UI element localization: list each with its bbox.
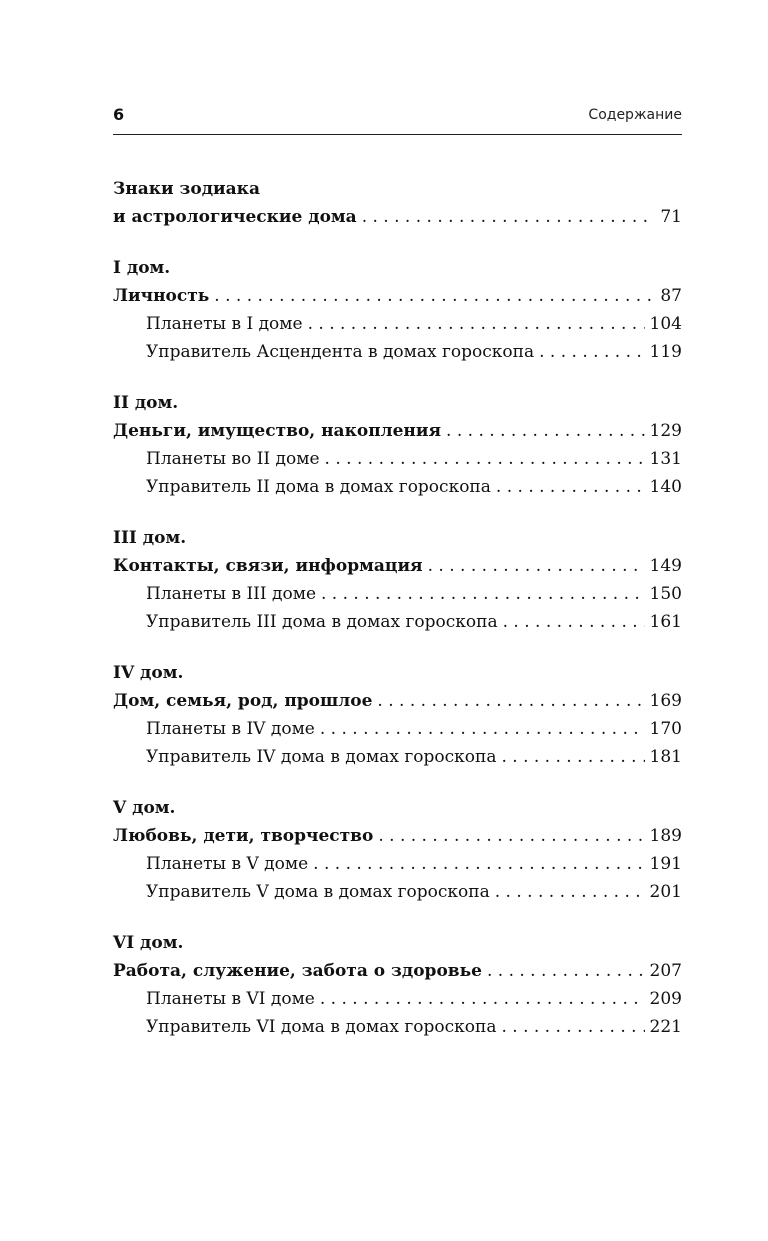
entry-label: Контакты, связи, информация [113,556,423,576]
section-title: V дом. [113,798,176,818]
toc-section [113,175,682,231]
entry-page-number: 201 [649,882,682,902]
dot-leader [321,580,645,608]
dot-leader [320,985,645,1013]
entry-page-number: 140 [649,477,682,497]
dot-leader [539,338,644,366]
entry-label: Управитель V дома в домах гороскопа [146,882,490,902]
toc-subentry[interactable] [113,310,682,338]
entry-label: Управитель VI дома в домах гороскопа [146,1017,497,1037]
toc-subentry[interactable] [113,985,682,1013]
dot-leader [308,310,645,338]
entry-page-number: 209 [649,989,682,1009]
toc-subentry[interactable] [113,473,682,501]
entry-page-number: 169 [649,691,682,711]
dot-leader [487,957,645,985]
toc-section [113,659,682,771]
dot-leader [495,878,645,906]
entry-label: Планеты в VI доме [146,989,315,1009]
entry-label: Управитель Асцендента в домах гороскопа [146,342,535,362]
toc-subentry[interactable] [113,608,682,636]
section-title: VI дом. [113,933,184,953]
toc-subentry[interactable] [113,850,682,878]
dot-leader [325,445,645,473]
toc-subentry[interactable] [113,878,682,906]
entry-page-number: 104 [649,314,682,334]
table-of-contents [113,175,682,1064]
dot-leader [378,822,644,850]
entry-page-number: 129 [649,421,682,441]
dot-leader [503,608,645,636]
entry-label: Управитель II дома в домах гороскопа [146,477,491,497]
section-title: Знаки зодиака [113,179,260,199]
toc-section [113,929,682,1041]
dot-leader [377,687,644,715]
entry-page-number: 149 [649,556,682,576]
toc-section [113,254,682,366]
toc-section [113,524,682,636]
entry-page-number: 181 [649,747,682,767]
entry-label: Дом, семья, род, прошлое [113,691,373,711]
toc-main-entry[interactable] [113,822,682,850]
entry-page-number: 87 [660,286,682,306]
toc-subentry[interactable] [113,1013,682,1041]
toc-main-entry[interactable] [113,282,682,310]
dot-leader [313,850,644,878]
entry-label: Планеты во II доме [146,449,320,469]
entry-label: и астрологические дома [113,207,357,227]
entry-label: Планеты в IV доме [146,719,315,739]
toc-subentry[interactable] [113,445,682,473]
toc-main-entry[interactable] [113,957,682,985]
section-title: II дом. [113,393,179,413]
entry-page-number: 189 [649,826,682,846]
section-title: IV дом. [113,663,184,683]
dot-leader [496,473,645,501]
entry-label: Работа, служение, забота о здоровье [113,961,482,981]
entry-page-number: 131 [649,449,682,469]
entry-label: Деньги, имущество, накопления [113,421,442,441]
dot-leader [362,203,656,231]
toc-subentry[interactable] [113,580,682,608]
section-title: III дом. [113,528,187,548]
entry-label: Управитель III дома в домах гороскопа [146,612,498,632]
entry-label: Управитель IV дома в домах гороскопа [146,747,497,767]
entry-label: Планеты в V доме [146,854,309,874]
dot-leader [501,1013,644,1041]
dot-leader [446,417,645,445]
toc-main-entry[interactable] [113,552,682,580]
page-number: 6 [113,105,125,124]
entry-page-number: 161 [649,612,682,632]
toc-section [113,794,682,906]
toc-section [113,389,682,501]
entry-page-number: 191 [649,854,682,874]
toc-main-entry[interactable] [113,203,682,231]
toc-main-entry[interactable] [113,687,682,715]
dot-leader [501,743,644,771]
dot-leader [320,715,645,743]
entry-page-number: 170 [649,719,682,739]
toc-subentry[interactable] [113,715,682,743]
dot-leader [428,552,645,580]
entry-page-number: 119 [649,342,682,362]
dot-leader [214,282,655,310]
toc-main-entry[interactable] [113,417,682,445]
entry-page-number: 71 [660,207,682,227]
entry-label: Личность [113,286,210,306]
toc-subentry[interactable] [113,338,682,366]
entry-page-number: 207 [649,961,682,981]
entry-page-number: 221 [649,1017,682,1037]
toc-subentry[interactable] [113,743,682,771]
entry-label: Планеты в III доме [146,584,316,604]
entry-page-number: 150 [649,584,682,604]
entry-label: Планеты в I доме [146,314,303,334]
page-header [113,104,682,135]
entry-label: Любовь, дети, творчество [113,826,374,846]
running-head: Содержание [588,107,682,123]
section-title: I дом. [113,258,171,278]
